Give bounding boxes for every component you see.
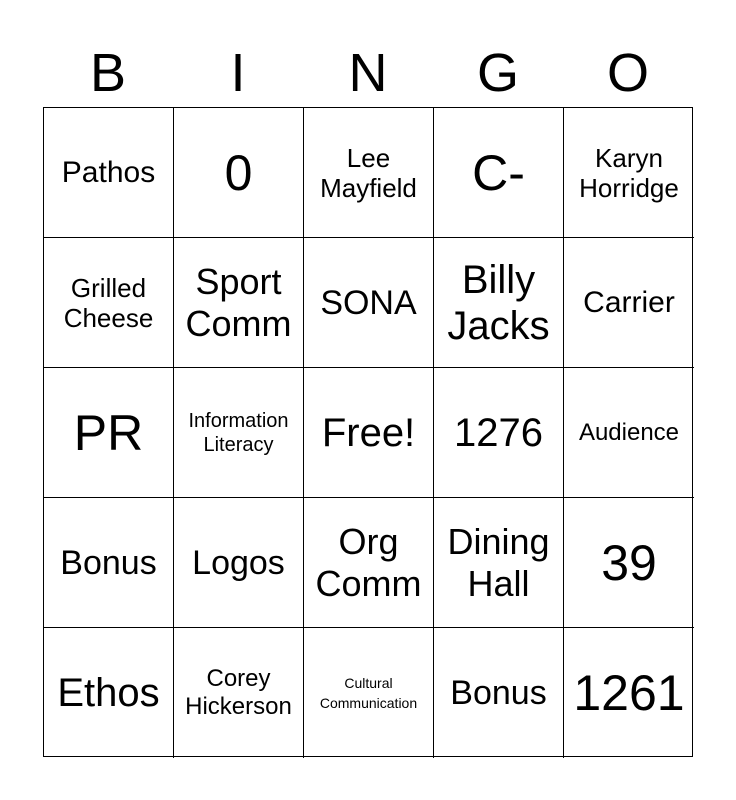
bingo-cell[interactable]: Corey Hickerson xyxy=(174,628,304,758)
bingo-cell[interactable]: Org Comm xyxy=(304,498,434,628)
bingo-cell[interactable]: Karyn Horridge xyxy=(564,108,694,238)
bingo-header xyxy=(43,38,693,108)
bingo-cell[interactable]: 1276 xyxy=(434,368,564,498)
bingo-cell[interactable]: Dining Hall xyxy=(434,498,564,628)
bingo-cell[interactable]: 1261 xyxy=(573,665,685,721)
bingo-cell[interactable]: PR xyxy=(44,368,174,498)
bingo-board xyxy=(43,107,693,757)
bingo-cell[interactable]: Logos xyxy=(174,498,304,628)
bingo-cell[interactable]: Lee Mayfield xyxy=(304,108,434,238)
bingo-cell[interactable]: Audience xyxy=(564,368,694,498)
header-letter-i: I xyxy=(230,43,246,103)
bingo-cell[interactable]: C- xyxy=(434,108,564,238)
bingo-cell[interactable]: Billy Jacks xyxy=(434,238,564,368)
bingo-cell[interactable]: Pathos xyxy=(44,108,174,238)
bingo-cell[interactable]: Grilled Cheese xyxy=(44,238,174,368)
bingo-cell[interactable]: 0 xyxy=(174,108,304,238)
header-letter-o: O xyxy=(606,43,649,103)
bingo-cell[interactable]: Bonus xyxy=(44,498,174,628)
bingo-cell[interactable]: SONA xyxy=(304,238,434,368)
bingo-cell[interactable]: Information Literacy xyxy=(174,368,304,498)
bingo-cell free-space[interactable]: Free! xyxy=(304,368,434,498)
bingo-cell[interactable]: 39 xyxy=(564,498,694,628)
bingo-cell[interactable]: Cultural Communication xyxy=(304,628,434,758)
bingo-cell[interactable]: Carrier xyxy=(564,238,694,368)
header-letter-n: N xyxy=(348,43,388,103)
bingo-cell[interactable]: Ethos xyxy=(44,628,174,758)
header-letter-g: G xyxy=(476,43,519,103)
bingo-cell[interactable]: Bonus xyxy=(434,628,564,758)
bingo-cell[interactable]: Sport Comm xyxy=(174,238,304,368)
header-letter-b: B xyxy=(89,43,127,103)
